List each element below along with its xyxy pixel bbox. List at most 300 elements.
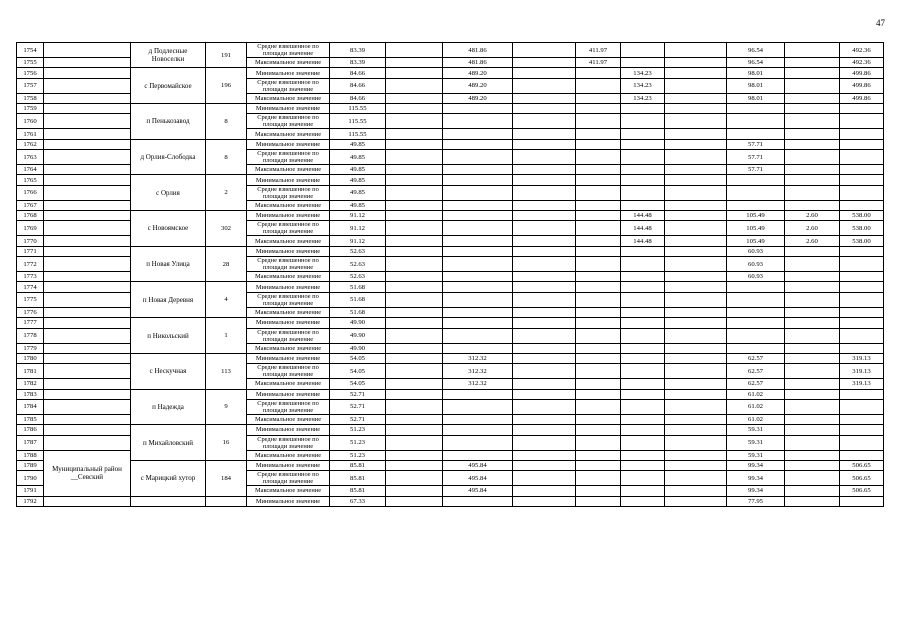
- value-cell: [513, 318, 576, 328]
- value-cell: [621, 257, 665, 272]
- value-cell: [576, 129, 621, 139]
- value-cell: [840, 425, 884, 435]
- value-cell: 538.00: [840, 211, 884, 221]
- district-cell: [44, 353, 131, 363]
- value-cell: [785, 364, 840, 379]
- value-cell: [727, 307, 785, 317]
- value-cell: [785, 165, 840, 175]
- value-cell: [513, 246, 576, 256]
- value-cell: [785, 353, 840, 363]
- value-cell: [386, 414, 443, 424]
- value-cell: [513, 307, 576, 317]
- value-cell: [576, 379, 621, 389]
- value-cell: [386, 328, 443, 343]
- table-row: [17, 104, 884, 114]
- value-cell: [785, 389, 840, 399]
- value-cell: [785, 496, 840, 506]
- value-cell: [513, 236, 576, 246]
- row-number: 1762: [17, 139, 44, 149]
- value-cell: [665, 104, 727, 114]
- value-cell: [443, 343, 513, 353]
- value-cell: 2.60: [785, 211, 840, 221]
- value-cell: [513, 200, 576, 210]
- value-cell: [443, 257, 513, 272]
- value-cell: [785, 471, 840, 486]
- value-cell: [785, 343, 840, 353]
- count-cell: 8: [206, 104, 247, 140]
- value-cell: [576, 78, 621, 93]
- value-cell: 61.02: [727, 414, 785, 424]
- value-cell: 99.34: [727, 460, 785, 470]
- value-cell: [386, 343, 443, 353]
- table-row: [17, 389, 884, 399]
- value-cell: [576, 399, 621, 414]
- district-cell: [44, 129, 131, 139]
- value-cell: 62.57: [727, 353, 785, 363]
- value-cell: [840, 185, 884, 200]
- value-cell: [785, 282, 840, 292]
- value-type-cell: Максимальное значение: [247, 486, 330, 496]
- value-cell: [621, 292, 665, 307]
- row-number: 1771: [17, 246, 44, 256]
- value-cell: [576, 282, 621, 292]
- district-cell: [44, 272, 131, 282]
- value-cell: [785, 292, 840, 307]
- value-cell: [576, 257, 621, 272]
- value-cell: [621, 104, 665, 114]
- value-cell: 62.57: [727, 364, 785, 379]
- district-cell: [44, 114, 131, 129]
- value-cell: 105.49: [727, 221, 785, 236]
- value-cell: [840, 246, 884, 256]
- value-cell: [576, 68, 621, 78]
- value-cell: [576, 246, 621, 256]
- value-cell: 51.23: [330, 450, 386, 460]
- value-cell: 489.20: [443, 78, 513, 93]
- value-cell: 99.34: [727, 486, 785, 496]
- value-cell: 52.71: [330, 389, 386, 399]
- value-cell: [665, 272, 727, 282]
- value-cell: [443, 414, 513, 424]
- value-cell: [443, 175, 513, 185]
- value-cell: [513, 165, 576, 175]
- value-type-cell: Средне взвешенное по площади значение: [247, 328, 330, 343]
- value-cell: [443, 389, 513, 399]
- value-cell: 144.48: [621, 236, 665, 246]
- count-cell: 191: [206, 43, 247, 68]
- value-cell: [576, 165, 621, 175]
- row-number: 1765: [17, 175, 44, 185]
- value-cell: [513, 328, 576, 343]
- value-cell: [386, 257, 443, 272]
- value-cell: [621, 129, 665, 139]
- value-cell: [386, 246, 443, 256]
- value-cell: [576, 200, 621, 210]
- row-number: 1773: [17, 272, 44, 282]
- value-type-cell: Максимальное значение: [247, 414, 330, 424]
- value-cell: [785, 114, 840, 129]
- value-cell: [840, 150, 884, 165]
- value-cell: [785, 246, 840, 256]
- value-cell: [665, 364, 727, 379]
- value-cell: [785, 129, 840, 139]
- value-type-cell: Минимальное значение: [247, 175, 330, 185]
- row-number: 1786: [17, 425, 44, 435]
- row-number: 1756: [17, 68, 44, 78]
- value-cell: [727, 343, 785, 353]
- value-cell: [386, 104, 443, 114]
- value-type-cell: Средне взвешенное по площади значение: [247, 221, 330, 236]
- value-cell: [621, 150, 665, 165]
- value-cell: 54.05: [330, 379, 386, 389]
- value-cell: 57.71: [727, 150, 785, 165]
- table-row: [17, 353, 884, 363]
- value-type-cell: Минимальное значение: [247, 496, 330, 506]
- value-cell: [386, 353, 443, 363]
- value-cell: [386, 114, 443, 129]
- value-cell: [621, 272, 665, 282]
- value-cell: [513, 104, 576, 114]
- value-type-cell: Минимальное значение: [247, 104, 330, 114]
- value-cell: 84.66: [330, 68, 386, 78]
- value-cell: [576, 414, 621, 424]
- value-cell: 51.23: [330, 425, 386, 435]
- value-cell: [576, 104, 621, 114]
- value-cell: [386, 272, 443, 282]
- value-cell: [386, 425, 443, 435]
- value-cell: 499.86: [840, 78, 884, 93]
- value-cell: 481.86: [443, 43, 513, 58]
- value-cell: [665, 379, 727, 389]
- district-cell: [44, 307, 131, 317]
- value-cell: [621, 307, 665, 317]
- value-cell: [386, 435, 443, 450]
- value-cell: [386, 185, 443, 200]
- value-cell: [386, 496, 443, 506]
- value-cell: [785, 104, 840, 114]
- value-cell: 98.01: [727, 78, 785, 93]
- district-cell: [44, 282, 131, 292]
- value-cell: 495.84: [443, 486, 513, 496]
- value-cell: 60.93: [727, 257, 785, 272]
- count-cell: 4: [206, 282, 247, 318]
- value-cell: [621, 364, 665, 379]
- value-cell: [785, 58, 840, 68]
- value-cell: [665, 93, 727, 103]
- value-cell: 319.13: [840, 379, 884, 389]
- district-cell: [44, 185, 131, 200]
- value-type-cell: Средне взвешенное по площади значение: [247, 471, 330, 486]
- value-cell: 134.23: [621, 68, 665, 78]
- row-number: 1757: [17, 78, 44, 93]
- table-row: [17, 211, 884, 221]
- location-cell: п Пенькозавод: [131, 104, 206, 140]
- value-cell: [621, 114, 665, 129]
- value-type-cell: Минимальное значение: [247, 318, 330, 328]
- value-cell: [386, 68, 443, 78]
- row-number: 1787: [17, 435, 44, 450]
- value-cell: [665, 211, 727, 221]
- value-cell: [576, 93, 621, 103]
- value-cell: [665, 185, 727, 200]
- value-cell: 54.05: [330, 353, 386, 363]
- value-cell: [386, 58, 443, 68]
- value-cell: [727, 175, 785, 185]
- location-cell: с Марицкий хутор: [131, 460, 206, 496]
- value-cell: 85.81: [330, 486, 386, 496]
- value-cell: [840, 200, 884, 210]
- value-cell: [443, 104, 513, 114]
- value-cell: [576, 307, 621, 317]
- value-cell: 538.00: [840, 236, 884, 246]
- value-cell: 51.68: [330, 307, 386, 317]
- table-row: [17, 68, 884, 78]
- value-cell: 489.20: [443, 93, 513, 103]
- value-cell: [576, 343, 621, 353]
- value-cell: [665, 257, 727, 272]
- value-cell: [443, 425, 513, 435]
- value-cell: 51.68: [330, 292, 386, 307]
- value-cell: 411.97: [576, 58, 621, 68]
- value-cell: [665, 68, 727, 78]
- value-cell: [443, 318, 513, 328]
- value-cell: [621, 139, 665, 149]
- value-cell: [840, 292, 884, 307]
- value-type-cell: Средне взвешенное по площади значение: [247, 292, 330, 307]
- district-cell: [44, 379, 131, 389]
- value-cell: [727, 104, 785, 114]
- location-cell: п Новая Улица: [131, 246, 206, 282]
- value-cell: [665, 496, 727, 506]
- value-cell: 105.49: [727, 236, 785, 246]
- value-cell: 52.71: [330, 399, 386, 414]
- value-cell: [727, 328, 785, 343]
- value-type-cell: Максимальное значение: [247, 343, 330, 353]
- district-cell: [44, 435, 131, 450]
- value-cell: [621, 425, 665, 435]
- value-cell: 99.34: [727, 471, 785, 486]
- value-cell: [443, 114, 513, 129]
- value-type-cell: Минимальное значение: [247, 460, 330, 470]
- value-cell: [621, 496, 665, 506]
- row-number: 1760: [17, 114, 44, 129]
- value-cell: [665, 435, 727, 450]
- row-number: 1784: [17, 399, 44, 414]
- value-cell: 96.54: [727, 43, 785, 58]
- value-cell: [785, 78, 840, 93]
- value-cell: [513, 78, 576, 93]
- value-cell: [840, 496, 884, 506]
- district-cell: [44, 78, 131, 93]
- value-cell: [443, 282, 513, 292]
- location-cell: п Новая Деревня: [131, 282, 206, 318]
- value-cell: [665, 165, 727, 175]
- value-cell: [576, 435, 621, 450]
- value-type-cell: Средне взвешенное по площади значение: [247, 435, 330, 450]
- value-cell: [513, 364, 576, 379]
- value-cell: 506.65: [840, 486, 884, 496]
- value-cell: [665, 414, 727, 424]
- value-cell: [785, 200, 840, 210]
- value-cell: [513, 486, 576, 496]
- value-type-cell: Средне взвешенное по площади значение: [247, 114, 330, 129]
- value-cell: 49.85: [330, 200, 386, 210]
- value-cell: [386, 282, 443, 292]
- value-cell: [840, 343, 884, 353]
- value-cell: [443, 272, 513, 282]
- table-row: [17, 139, 884, 149]
- value-cell: [443, 435, 513, 450]
- value-cell: 312.32: [443, 379, 513, 389]
- row-number: 1776: [17, 307, 44, 317]
- value-cell: [840, 139, 884, 149]
- row-number: 1758: [17, 93, 44, 103]
- value-cell: [576, 460, 621, 470]
- value-cell: 57.71: [727, 139, 785, 149]
- value-cell: [386, 129, 443, 139]
- value-cell: 62.57: [727, 379, 785, 389]
- value-cell: 51.68: [330, 282, 386, 292]
- row-number: 1761: [17, 129, 44, 139]
- value-cell: [513, 221, 576, 236]
- value-cell: [665, 425, 727, 435]
- value-cell: [576, 150, 621, 165]
- value-cell: [443, 236, 513, 246]
- value-cell: [576, 389, 621, 399]
- value-cell: [513, 139, 576, 149]
- value-cell: 84.66: [330, 93, 386, 103]
- value-cell: [665, 307, 727, 317]
- value-cell: [621, 414, 665, 424]
- count-cell: 8: [206, 139, 247, 175]
- table-row: [17, 175, 884, 185]
- value-cell: 96.54: [727, 58, 785, 68]
- page-number: 47: [876, 18, 885, 28]
- value-cell: [513, 185, 576, 200]
- value-cell: 312.32: [443, 353, 513, 363]
- value-cell: [443, 200, 513, 210]
- district-cell: [44, 165, 131, 175]
- location-cell: с Орлия: [131, 175, 206, 211]
- value-cell: [576, 318, 621, 328]
- value-cell: 492.36: [840, 58, 884, 68]
- table-row: [17, 496, 884, 506]
- value-cell: 105.49: [727, 211, 785, 221]
- value-cell: [443, 129, 513, 139]
- value-cell: [443, 450, 513, 460]
- value-cell: [513, 93, 576, 103]
- value-cell: [386, 460, 443, 470]
- value-cell: [513, 272, 576, 282]
- table-row: [17, 318, 884, 328]
- value-cell: [513, 471, 576, 486]
- count-cell: 28: [206, 246, 247, 282]
- value-cell: 83.39: [330, 58, 386, 68]
- value-cell: [665, 78, 727, 93]
- value-cell: 67.33: [330, 496, 386, 506]
- value-type-cell: Средне взвешенное по площади значение: [247, 399, 330, 414]
- value-cell: [513, 435, 576, 450]
- value-cell: [621, 165, 665, 175]
- tariff-table-container: [16, 42, 883, 507]
- value-cell: [665, 129, 727, 139]
- district-cell: [44, 43, 131, 58]
- value-cell: [621, 471, 665, 486]
- value-cell: [727, 318, 785, 328]
- value-cell: [386, 471, 443, 486]
- value-cell: [785, 414, 840, 424]
- row-number: 1766: [17, 185, 44, 200]
- value-cell: 492.36: [840, 43, 884, 58]
- value-cell: [665, 353, 727, 363]
- value-type-cell: Минимальное значение: [247, 211, 330, 221]
- value-cell: [665, 139, 727, 149]
- value-cell: [443, 307, 513, 317]
- value-cell: [513, 150, 576, 165]
- value-cell: 54.05: [330, 364, 386, 379]
- district-cell: [44, 364, 131, 379]
- value-cell: [386, 78, 443, 93]
- row-number: 1779: [17, 343, 44, 353]
- value-cell: [785, 150, 840, 165]
- value-cell: [665, 486, 727, 496]
- row-number: 1768: [17, 211, 44, 221]
- value-cell: [386, 175, 443, 185]
- value-cell: [727, 282, 785, 292]
- count-cell: [206, 496, 247, 506]
- value-cell: [386, 307, 443, 317]
- value-cell: [576, 114, 621, 129]
- table-row: [17, 246, 884, 256]
- value-cell: [386, 364, 443, 379]
- value-cell: [386, 150, 443, 165]
- value-cell: [576, 211, 621, 221]
- value-cell: [576, 328, 621, 343]
- row-number: 1769: [17, 221, 44, 236]
- value-cell: [727, 129, 785, 139]
- value-cell: 59.31: [727, 435, 785, 450]
- table-row: [17, 425, 884, 435]
- value-cell: 49.90: [330, 343, 386, 353]
- location-cell: с Первомайское: [131, 68, 206, 104]
- value-cell: 481.86: [443, 58, 513, 68]
- location-cell: с Нескучная: [131, 353, 206, 389]
- value-cell: 91.12: [330, 236, 386, 246]
- value-cell: [785, 307, 840, 317]
- value-type-cell: Максимальное значение: [247, 272, 330, 282]
- value-cell: [576, 364, 621, 379]
- location-cell: д Подлесные Новоселки: [131, 43, 206, 68]
- value-cell: [621, 282, 665, 292]
- value-cell: 144.48: [621, 221, 665, 236]
- value-cell: [513, 460, 576, 470]
- value-type-cell: Минимальное значение: [247, 68, 330, 78]
- value-cell: [576, 139, 621, 149]
- count-cell: 302: [206, 211, 247, 247]
- value-cell: [443, 292, 513, 307]
- value-cell: [665, 58, 727, 68]
- value-cell: [621, 246, 665, 256]
- value-cell: [840, 435, 884, 450]
- value-type-cell: Максимальное значение: [247, 307, 330, 317]
- location-cell: [131, 496, 206, 506]
- value-cell: 51.23: [330, 435, 386, 450]
- value-cell: [840, 318, 884, 328]
- value-cell: [386, 200, 443, 210]
- value-cell: 499.86: [840, 93, 884, 103]
- value-cell: [840, 129, 884, 139]
- value-cell: [576, 496, 621, 506]
